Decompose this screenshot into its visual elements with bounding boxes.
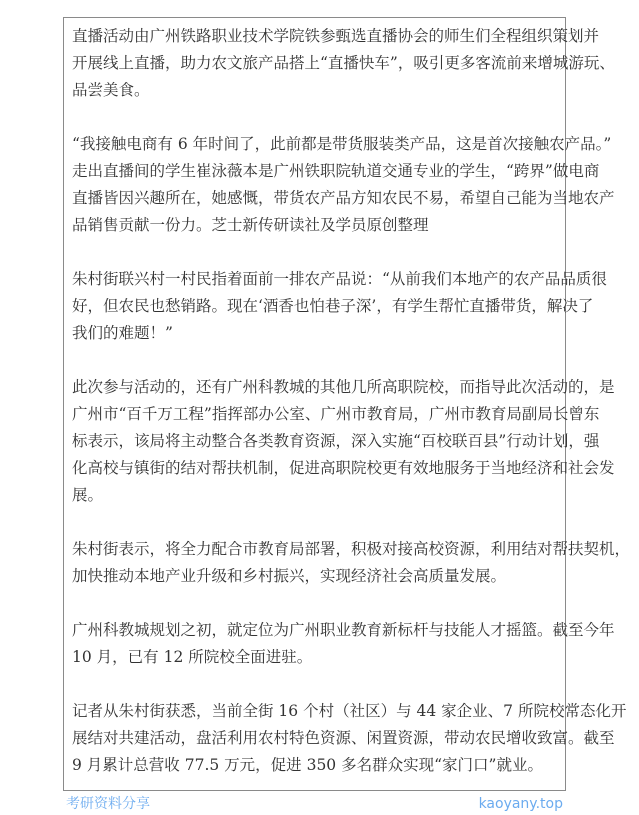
paragraph-line: 9 月累计总营收 77.5 万元，促进 350 多名群众实现“家门口”就业。 bbox=[72, 756, 543, 774]
paragraph-line: 展。 bbox=[72, 486, 104, 504]
paragraph-line: 记者从朱村街获悉，当前全街 16 个村（社区）与 44 家企业、7 所院校常态化开 bbox=[72, 702, 627, 720]
paragraph-line: “我接触电商有 6 年时间了，此前都是带货服装类产品，这是首次接触农产品。” bbox=[72, 135, 612, 153]
article-paragraph bbox=[72, 131, 615, 239]
article-paragraph bbox=[72, 698, 627, 779]
paragraph-line: 标表示，该局将主动整合各类教育资源，深入实施“百校联百县”行动计划，强 bbox=[72, 432, 600, 450]
paragraph-line: 广州市“百千万工程”指挥部办公室、广州市教育局，广州市教育局副局长曾东 bbox=[72, 405, 600, 423]
paragraph-line: 我们的难题！” bbox=[72, 324, 173, 342]
article-paragraph bbox=[72, 536, 631, 590]
paragraph-line: 加快推动本地产业升级和乡村振兴，实现经济社会高质量发展。 bbox=[72, 567, 507, 585]
paragraph-line: 10 月，已有 12 所院校全面进驻。 bbox=[72, 648, 313, 666]
paragraph-line: 化高校与镇街的结对帮扶机制，促进高职院校更有效地服务于当地经济和社会发 bbox=[72, 459, 615, 477]
paragraph-line: 展结对共建活动，盘活利用农村特色资源、闲置资源，带动农民增收致富。截至 bbox=[72, 729, 615, 747]
paragraph-line: 好，但农民也愁销路。现在‘酒香也怕巷子深’，有学生帮忙直播带货，解决了 bbox=[72, 297, 594, 315]
watermark-text: 考研资料分享 bbox=[66, 796, 150, 812]
paragraph-line: 此次参与活动的，还有广州科教城的其他几所高职院校，而指导此次活动的，是 bbox=[72, 378, 615, 396]
paragraph-line: 朱村街联兴村一村民指着面前一排农产品说：“从前我们本地产的农产品品质很 bbox=[72, 270, 607, 288]
article-box bbox=[63, 17, 631, 791]
article-paragraph bbox=[72, 266, 607, 347]
article-paragraph bbox=[72, 23, 615, 104]
paragraph-line: 品尝美食。 bbox=[72, 81, 150, 99]
article-paragraph bbox=[72, 374, 615, 509]
paragraph-line: 直播皆因兴趣所在，她感慨，带货农产品方知农民不易，希望自己能为当地农产 bbox=[72, 189, 615, 207]
article-paragraph bbox=[72, 617, 615, 671]
watermark-url: kaoyany.top bbox=[478, 796, 563, 812]
paragraph-line: 广州科教城规划之初，就定位为广州职业教育新标杆与技能人才摇篮。截至今年 bbox=[72, 621, 615, 639]
paragraph-line: 开展线上直播，助力农文旅产品搭上“直播快车”，吸引更多客流前来增城游玩、 bbox=[72, 54, 615, 72]
paragraph-line: 品销售贡献一份力。芝士新传研读社及学员原创整理 bbox=[72, 216, 429, 234]
paragraph-line: 朱村街表示，将全力配合市教育局部署，积极对接高校资源，利用结对帮扶契机， bbox=[72, 540, 631, 558]
paragraph-line: 直播活动由广州铁路职业技术学院铁参甄选直播协会的师生们全程组织策划并 bbox=[72, 27, 600, 45]
paragraph-line: 走出直播间的学生崔泳薇本是广州铁职院轨道交通专业的学生，“跨界”做电商 bbox=[72, 162, 600, 180]
